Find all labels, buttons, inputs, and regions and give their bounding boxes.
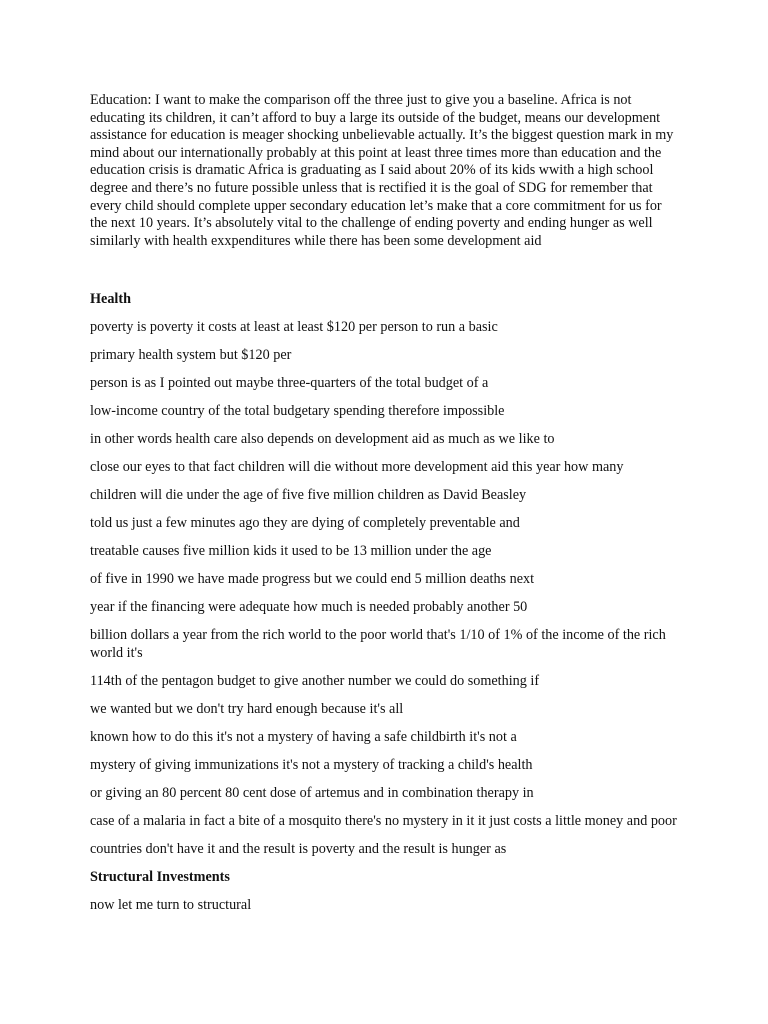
health-line: children will die under the age of five five million children as David Beasley: [90, 487, 527, 504]
health-line: in other words health care also depends on development aid as much as we like to: [90, 431, 555, 448]
health-line: countries don't have it and the result is poverty and the result is hunger as: [90, 841, 507, 858]
health-line: case of a malaria in fact a bite of a mosquito there's no mystery in it it just costs a little money and poor: [90, 813, 677, 830]
health-line: person is as I pointed out maybe three-quarters of the total budget of a: [90, 375, 489, 392]
document-page: [90, 92, 686, 924]
health-line: primary health system but $120 per: [90, 347, 292, 364]
health-line: mystery of giving immunizations it's not a mystery of tracking a child's health: [90, 757, 533, 774]
education-paragraph: Education: I want to make the comparison off the three just to give you a baseline. Africa is not educating its children, it can’t afford to buy a large its outside of the budget, means our development assistance for education is meager shocking unbelievable actually. It’s the biggest question mark in my mind about our internationally probably at this point at least three times more than education and the education crisis is dramatic Africa is graduating as I said about 20% of its kids wwith a high school degree and there’s no future possible unless that is rectified it is the goal of SDG for remember that every child should complete upper secondary education let’s make that a core commitment for us for the next 10 years. It’s absolutely vital to the challenge of ending poverty and ending hunger as well similarly with health exxpenditures while there has been some development aid: [90, 92, 674, 249]
health-line: of five in 1990 we have made progress but we could end 5 million deaths next: [90, 571, 535, 588]
health-line: year if the financing were adequate how much is needed probably another 50: [90, 599, 528, 616]
health-line: 114th of the pentagon budget to give another number we could do something if: [90, 673, 540, 690]
structural-line: now let me turn to structural: [90, 897, 252, 914]
health-line: known how to do this it's not a mystery of having a safe childbirth it's not a: [90, 729, 517, 746]
structural-investments-heading: Structural Investments: [90, 869, 230, 886]
health-line: or giving an 80 percent 80 cent dose of artemus and in combination therapy in: [90, 785, 534, 802]
health-heading: Health: [90, 291, 131, 308]
health-line: poverty is poverty it costs at least at least $120 per person to run a basic: [90, 319, 498, 336]
health-line: treatable causes five million kids it used to be 13 million under the age: [90, 543, 492, 560]
health-line: billion dollars a year from the rich world to the poor world that's 1/10 of 1% of the income of the rich world it's: [90, 627, 666, 662]
health-line: close our eyes to that fact children will die without more development aid this year how many: [90, 459, 624, 476]
health-line: we wanted but we don't try hard enough because it's all: [90, 701, 404, 718]
health-line: low-income country of the total budgetary spending therefore impossible: [90, 403, 505, 420]
health-line: told us just a few minutes ago they are dying of completely preventable and: [90, 515, 520, 532]
